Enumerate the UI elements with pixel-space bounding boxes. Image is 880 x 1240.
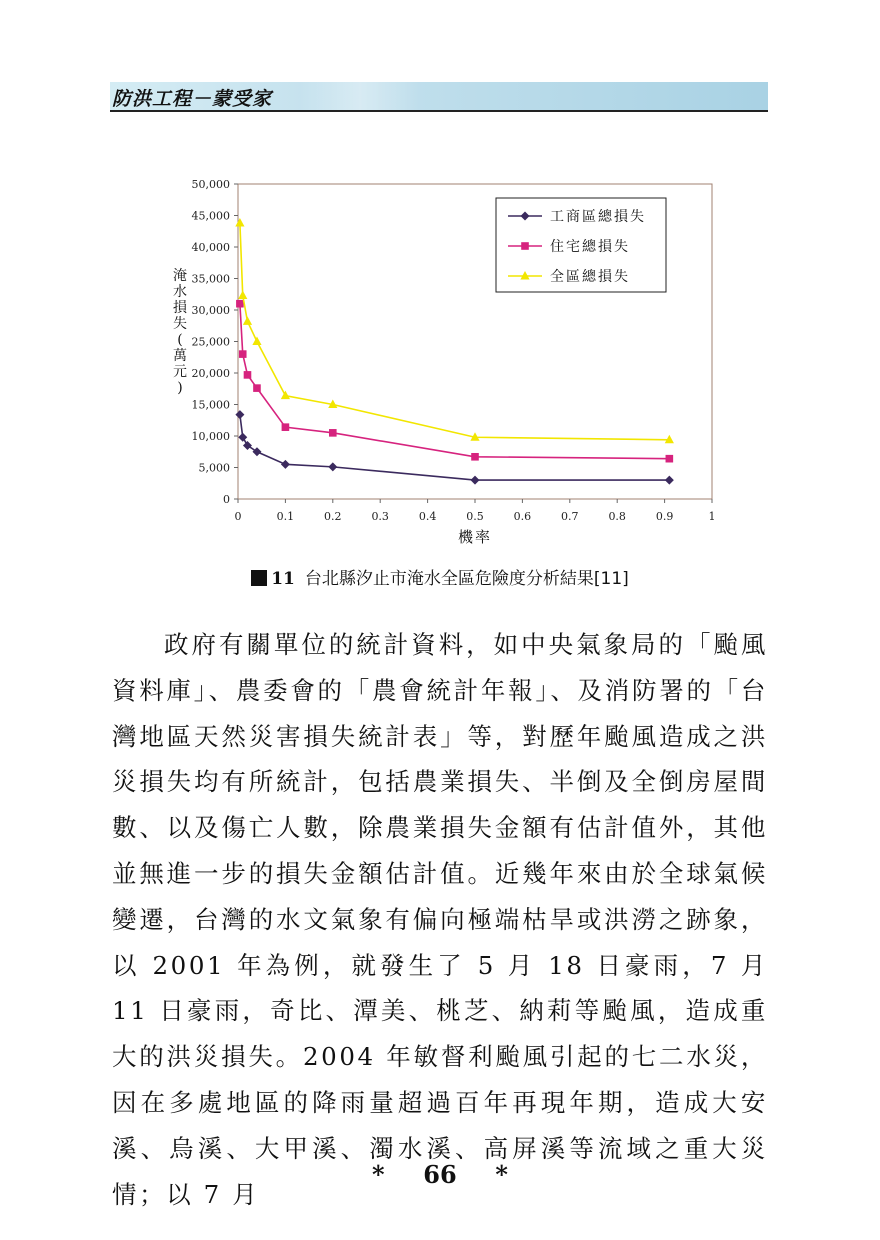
x-tick-label: 0.3 bbox=[371, 510, 389, 523]
figure-marker-square bbox=[251, 570, 267, 586]
x-tick-label: 0.2 bbox=[324, 510, 342, 523]
page-number: 66 bbox=[423, 1160, 457, 1189]
x-tick-label: 0.5 bbox=[466, 510, 484, 523]
x-axis-label: 機率 bbox=[457, 528, 493, 546]
y-tick-label: 5,000 bbox=[198, 461, 230, 475]
data-point-series-2 bbox=[239, 350, 247, 358]
data-point-series-1 bbox=[235, 410, 244, 419]
data-point-series-1 bbox=[665, 476, 674, 485]
x-tick-label: 0.9 bbox=[655, 510, 674, 523]
legend-label-3: 全區總損失 bbox=[550, 269, 630, 285]
body-paragraph: 政府有關單位的統計資料，如中央氣象局的「颱風資料庫」、農委會的「農會統計年報」、及消防署的「台灣地區天然災害損失統計表」等，對歷年颱風造成之洪災損失均有所統計，包括農業損失、半倒及全倒房屋間數、以及傷亡人數，除農業損失金額有估計值外，其他並無進一步的損失金額估計值。近幾年來由於全球氣候變遷，台灣的水文氣象有偏向極端枯旱或洪澇之跡象，以 2001 年為例，就發生了 5 月 18 日豪雨，7 月 11 日豪雨，奇比、潭美、桃芝、納莉等颱風，造成重大的洪災損失。2004 年敏督利颱風引起的七二水災，因在多處地區的降雨量超過百年再現年期，造成大安溪、烏溪、大甲溪、濁水溪、高屏溪等流域之重大災情；以 7 月 bbox=[112, 630, 768, 1209]
y-tick-label: 40,000 bbox=[191, 241, 230, 254]
y-tick-label: 45,000 bbox=[191, 209, 230, 223]
data-point-series-3 bbox=[281, 391, 290, 400]
legend-label-2: 住宅總損失 bbox=[550, 239, 630, 255]
data-point-series-2 bbox=[282, 423, 290, 431]
figure-number: 11 bbox=[271, 569, 295, 589]
chart-svg bbox=[160, 170, 740, 550]
data-point-series-1 bbox=[328, 462, 337, 471]
data-point-series-2 bbox=[329, 429, 337, 437]
y-tick-label: 10,000 bbox=[191, 430, 230, 443]
y-tick-label: 20,000 bbox=[191, 367, 230, 380]
figure-caption-text: 台北縣汐止市淹水全區危險度分析結果[11] bbox=[304, 569, 629, 589]
data-point-series-1 bbox=[252, 447, 261, 456]
data-point-series-1 bbox=[281, 460, 290, 469]
y-tick-label: 25,000 bbox=[191, 335, 230, 349]
series-line-2 bbox=[240, 304, 669, 459]
page-number-footer bbox=[0, 1160, 880, 1189]
chart bbox=[160, 170, 740, 550]
data-point-series-3 bbox=[238, 291, 247, 300]
y-tick-label: 35,000 bbox=[191, 272, 230, 286]
header-title: 防洪工程－蒙受家 bbox=[112, 88, 273, 110]
data-point-series-3 bbox=[252, 337, 261, 346]
y-tick-label: 15,000 bbox=[191, 398, 230, 412]
x-tick-label: 0.1 bbox=[276, 510, 295, 523]
data-point-series-3 bbox=[235, 218, 244, 227]
y-tick-label: 0 bbox=[223, 493, 230, 506]
y-tick-label: 50,000 bbox=[191, 178, 230, 191]
data-point-series-2 bbox=[471, 453, 479, 461]
x-tick-label: 0.7 bbox=[561, 510, 579, 523]
x-tick-label: 0.6 bbox=[513, 510, 532, 523]
data-point-series-1 bbox=[471, 476, 480, 485]
data-point-series-2 bbox=[253, 384, 261, 392]
legend-marker-2 bbox=[521, 242, 529, 250]
x-tick-label: 0 bbox=[234, 510, 242, 523]
x-tick-label: 0.8 bbox=[608, 510, 626, 523]
data-point-series-3 bbox=[243, 316, 252, 325]
y-tick-label: 30,000 bbox=[191, 304, 230, 317]
legend-label-1: 工商區總損失 bbox=[550, 209, 646, 225]
data-point-series-2 bbox=[244, 371, 252, 379]
data-point-series-1 bbox=[238, 433, 247, 442]
page-ornament-left: * bbox=[372, 1160, 385, 1189]
data-point-series-1 bbox=[243, 441, 252, 450]
x-tick-label: 0.4 bbox=[418, 510, 437, 523]
data-point-series-2 bbox=[236, 300, 244, 308]
figure-caption bbox=[0, 564, 880, 589]
y-axis-label: 淹水損失(萬元) bbox=[173, 268, 187, 396]
page-ornament-right: * bbox=[495, 1160, 508, 1189]
series-line-1 bbox=[240, 415, 669, 481]
data-point-series-2 bbox=[666, 455, 674, 463]
x-tick-label: 1 bbox=[708, 510, 716, 523]
